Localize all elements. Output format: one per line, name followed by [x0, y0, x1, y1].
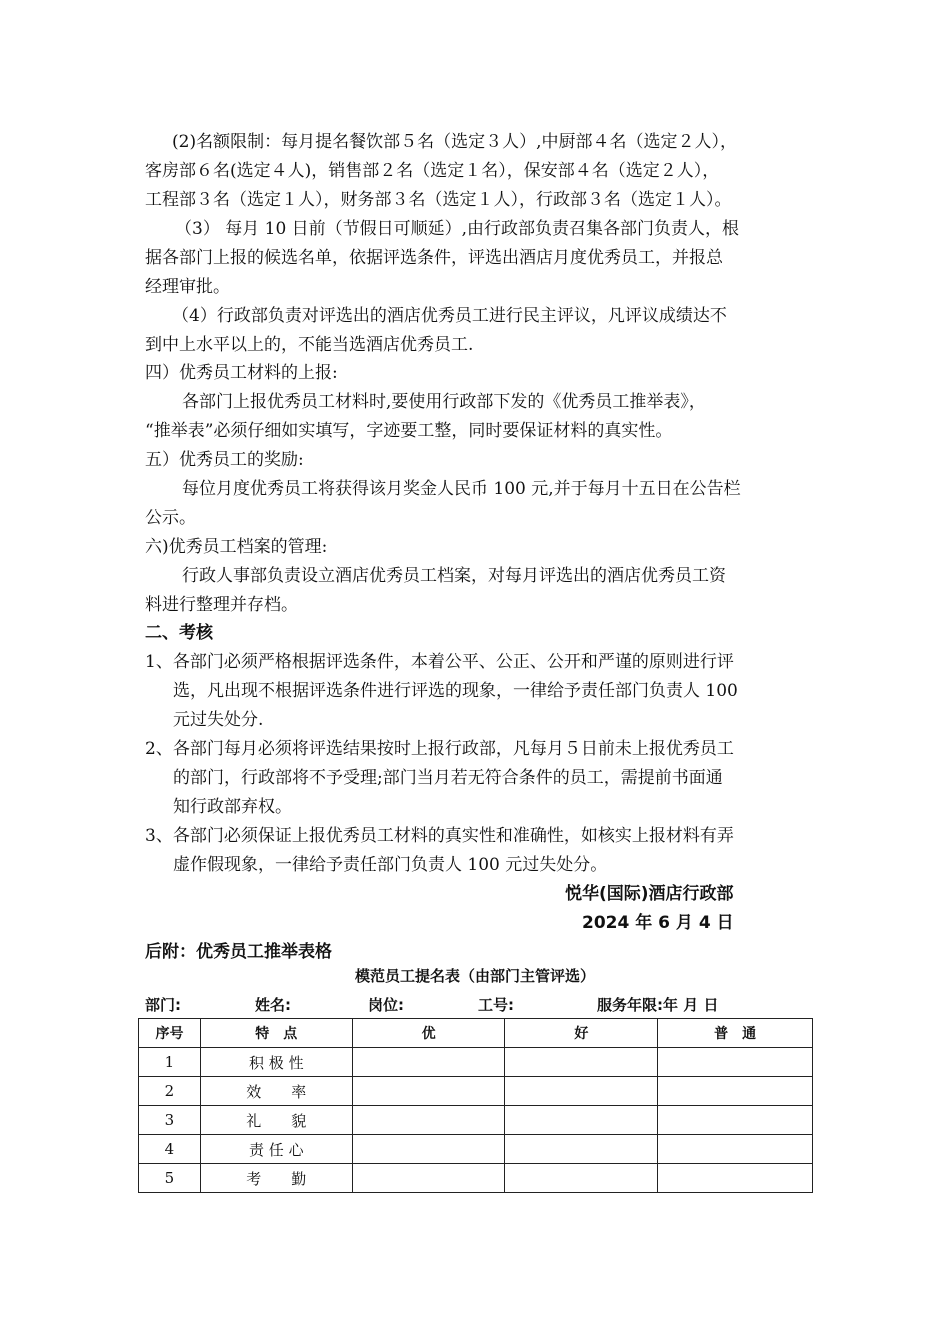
row-trait: 积 极 性 [200, 1048, 352, 1077]
cell-average[interactable] [658, 1164, 813, 1193]
row-number: 4 [139, 1135, 201, 1164]
row-trait: 考 勤 [200, 1164, 352, 1193]
paragraph-line: 经理审批。 [145, 277, 230, 297]
paragraph-line: 每位月度优秀员工将获得该月奖金人民币 100 元,并于每月十五日在公告栏 [182, 479, 741, 499]
cell-good[interactable] [505, 1106, 658, 1135]
list-item-line: 元过失处分. [173, 710, 264, 730]
column-header-trait: 特 点 [200, 1019, 352, 1048]
list-item-line: 知行政部弃权。 [173, 797, 292, 817]
table-row [139, 1077, 813, 1106]
table-row [139, 1048, 813, 1077]
form-title: 模范员工提名表（由部门主管评选） [354, 967, 595, 985]
cell-average[interactable] [658, 1135, 813, 1164]
list-item-line: 1、各部门必须严格根据评选条件，本着公平、公正、公开和严谨的原则进行评 [145, 652, 734, 672]
paragraph-line: 据各部门上报的候选名单，依据评选条件，评选出酒店月度优秀员工，并报总 [145, 248, 723, 268]
paragraph-line: (2)名额限制：每月提名餐饮部５名（选定３人）,中厨部４名（选定２人）， [172, 132, 737, 152]
list-item-line: 选，凡出现不根据评选条件进行评选的现象，一律给予责任部门负责人 100 [173, 681, 738, 701]
list-item-line: 3、各部门必须保证上报优秀员工材料的真实性和准确性，如核实上报材料有弄 [145, 826, 734, 846]
column-header-excellent: 优 [352, 1019, 505, 1048]
cell-excellent[interactable] [352, 1135, 505, 1164]
cell-good[interactable] [505, 1135, 658, 1164]
list-item-line: 的部门，行政部将不予受理;部门当月若无符合条件的员工，需提前书面通 [173, 768, 723, 788]
appendix-heading: 后附：优秀员工推举表格 [145, 942, 332, 962]
cell-average[interactable] [658, 1048, 813, 1077]
list-item-line: 虚作假现象，一律给予责任部门负责人 100 元过失处分。 [173, 855, 608, 875]
paragraph-line: 公示。 [145, 508, 196, 528]
table-row [139, 1135, 813, 1164]
table-row [139, 1164, 813, 1193]
paragraph-line: （3） 每月 10 日前（节假日可顺延）,由行政部负责召集各部门负责人，根 [175, 219, 740, 239]
list-item-line: 2、各部门每月必须将评选结果按时上报行政部，凡每月５日前未上报优秀员工 [145, 739, 734, 759]
meta-position-label: 岗位: [368, 996, 404, 1014]
cell-excellent[interactable] [352, 1106, 505, 1135]
cell-good[interactable] [505, 1164, 658, 1193]
signature-department: 悦华(国际)酒店行政部 [565, 884, 734, 904]
meta-employee-id-label: 工号: [478, 996, 514, 1014]
section-heading-assessment: 二、考核 [145, 623, 213, 643]
section-heading: 四）优秀员工材料的上报: [145, 363, 338, 383]
column-header-good: 好 [505, 1019, 658, 1048]
row-number: 1 [139, 1048, 201, 1077]
row-number: 2 [139, 1077, 201, 1106]
paragraph-line: （4）行政部负责对评选出的酒店优秀员工进行民主评议，凡评议成绩达不 [172, 306, 727, 326]
section-heading: 六)优秀员工档案的管理: [145, 537, 328, 557]
cell-excellent[interactable] [352, 1164, 505, 1193]
cell-excellent[interactable] [352, 1077, 505, 1106]
paragraph-line: 客房部６名(选定４人)，销售部２名（选定１名），保安部４名（选定２人）， [145, 161, 720, 181]
row-number: 3 [139, 1106, 201, 1135]
paragraph-line: 各部门上报优秀员工材料时,要使用行政部下发的《优秀员工推举表》， [182, 392, 706, 412]
paragraph-line: “推举表”必须仔细如实填写，字迹要工整，同时要保证材料的真实性。 [145, 421, 673, 441]
cell-excellent[interactable] [352, 1048, 505, 1077]
cell-good[interactable] [505, 1048, 658, 1077]
nomination-table [138, 1018, 813, 1193]
row-trait: 效 率 [200, 1077, 352, 1106]
row-trait: 礼 貌 [200, 1106, 352, 1135]
cell-good[interactable] [505, 1077, 658, 1106]
cell-average[interactable] [658, 1077, 813, 1106]
table-header-row [139, 1019, 813, 1048]
row-trait: 责 任 心 [200, 1135, 352, 1164]
meta-name-label: 姓名: [255, 996, 291, 1014]
column-header-number: 序号 [139, 1019, 201, 1048]
paragraph-line: 行政人事部负责设立酒店优秀员工档案，对每月评选出的酒店优秀员工资 [182, 566, 726, 586]
column-header-average: 普 通 [658, 1019, 813, 1048]
paragraph-line: 到中上水平以上的，不能当选酒店优秀员工. [145, 335, 474, 355]
paragraph-line: 工程部３名（选定１人），财务部３名（选定１人），行政部３名（选定１人）。 [145, 190, 732, 210]
paragraph-line: 料进行整理并存档。 [145, 595, 298, 615]
signature-date: 2024 年 6 月 4 日 [582, 913, 734, 933]
cell-average[interactable] [658, 1106, 813, 1135]
meta-department-label: 部门: [145, 996, 181, 1014]
table-row [139, 1106, 813, 1135]
row-number: 5 [139, 1164, 201, 1193]
meta-tenure-label: 服务年限:年 月 日 [597, 996, 719, 1014]
section-heading: 五）优秀员工的奖励: [145, 450, 304, 470]
